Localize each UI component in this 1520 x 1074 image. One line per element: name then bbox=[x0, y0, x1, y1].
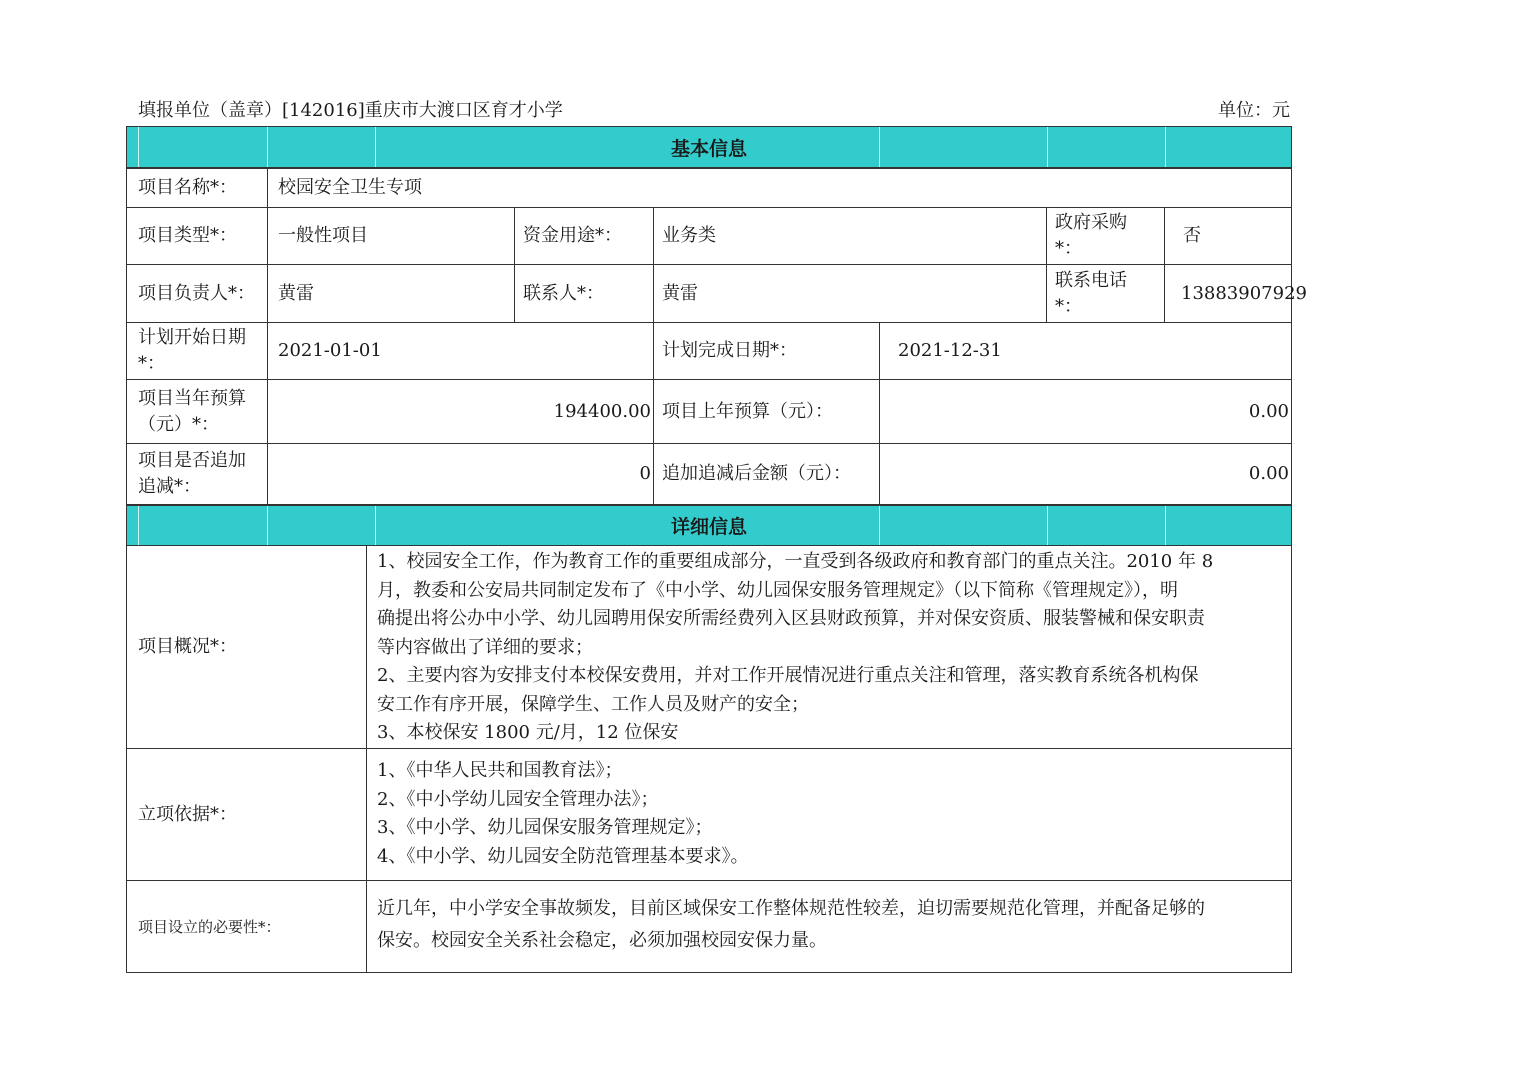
necessity-text bbox=[366, 880, 1292, 973]
budget-label: 项目当年预算（元）*： bbox=[126, 379, 268, 444]
project-name-label: 项目名称*： bbox=[126, 168, 268, 208]
project-type-value: 一般性项目 bbox=[267, 207, 515, 265]
overview-line: 2、主要内容为安排支付本校保安费用，并对工作开展情况进行重点关注和管理，落实教育系统各机构保 bbox=[377, 665, 1199, 686]
overview-line: 安工作有序开展，保障学生、工作人员及财产的安全； bbox=[377, 693, 809, 715]
gov-purchase-value: 否 bbox=[1164, 207, 1292, 265]
basis-line: 4、《中小学、幼儿园安全防范管理基本要求》。 bbox=[377, 845, 749, 867]
basis-line: 2、《中小学幼儿园安全管理办法》； bbox=[377, 788, 659, 810]
project-name-value: 校园安全卫生专项 bbox=[267, 168, 1292, 208]
reporting-unit: 填报单位（盖章）[142016]重庆市大渡口区育才小学 bbox=[138, 100, 563, 121]
gov-purchase-label: 政府采购*： bbox=[1046, 207, 1165, 265]
necessity-line: 近几年，中小学安全事故频发，目前区域保安工作整体规范性较差，迫切需要规范化管理，并配备足够的 bbox=[377, 898, 1205, 919]
necessity-line: 保安。校园安全关系社会稳定，必须加强校园安保力量。 bbox=[377, 930, 827, 951]
section-basic-info bbox=[126, 126, 1292, 168]
adjusted-amount-value: 0.00 bbox=[879, 443, 1292, 505]
phone-label: 联系电话*： bbox=[1046, 264, 1165, 323]
section-basic-title: 基本信息 bbox=[670, 137, 747, 160]
adjust-label: 项目是否追加追减*： bbox=[126, 443, 268, 505]
overview-line: 3、本校保安 1800 元/月，12 位保安 bbox=[377, 722, 679, 743]
budget-value: 194400.00 bbox=[267, 379, 654, 444]
overview-line: 1、校园安全工作，作为教育工作的重要组成部分，一直受到各级政府和教育部门的重点关注。2010 年 8 bbox=[377, 551, 1214, 572]
fund-use-label: 资金用途*： bbox=[514, 207, 654, 265]
owner-value: 黄雷 bbox=[267, 264, 515, 323]
section-detail-info bbox=[126, 505, 1292, 546]
section-detail-title: 详细信息 bbox=[670, 516, 747, 538]
overview-line: 确提出将公办中小学、幼儿园聘用保安所需经费列入区县财政预算，并对保安资质、服装警械和保安职责 bbox=[377, 608, 1205, 629]
basis-text bbox=[366, 748, 1292, 881]
contact-label: 联系人*： bbox=[514, 264, 654, 323]
contact-value: 黄雷 bbox=[653, 264, 1047, 323]
owner-label: 项目负责人*： bbox=[126, 264, 268, 323]
end-date-label: 计划完成日期*： bbox=[653, 322, 880, 380]
necessity-label: 项目设立的必要性*： bbox=[126, 880, 367, 973]
basis-label: 立项依据*： bbox=[126, 748, 367, 881]
phone-value: 13883907929 bbox=[1164, 264, 1292, 323]
basis-line: 3、《中小学、幼儿园保安服务管理规定》； bbox=[377, 817, 713, 838]
adjusted-amount-label: 追加追减后金额（元）： bbox=[653, 443, 880, 505]
start-date-value: 2021-01-01 bbox=[267, 322, 654, 380]
adjust-value: 0 bbox=[267, 443, 654, 505]
basis-line: 1、《中华人民共和国教育法》； bbox=[377, 760, 623, 781]
prev-budget-value: 0.00 bbox=[879, 379, 1292, 444]
overview-text bbox=[366, 545, 1292, 749]
fund-use-value: 业务类 bbox=[653, 207, 1047, 265]
project-type-label: 项目类型*： bbox=[126, 207, 268, 265]
start-date-label: 计划开始日期*： bbox=[126, 322, 268, 380]
overview-line: 月，教委和公安局共同制定发布了《中小学、幼儿园保安服务管理规定》（以下简称《管理规定》），明 bbox=[377, 579, 1178, 601]
end-date-value: 2021-12-31 bbox=[879, 322, 1292, 380]
overview-label: 项目概况*： bbox=[126, 545, 367, 749]
prev-budget-label: 项目上年预算（元）： bbox=[653, 379, 880, 444]
currency-unit: 单位：元 bbox=[1218, 100, 1290, 121]
overview-line: 等内容做出了详细的要求； bbox=[377, 636, 593, 658]
